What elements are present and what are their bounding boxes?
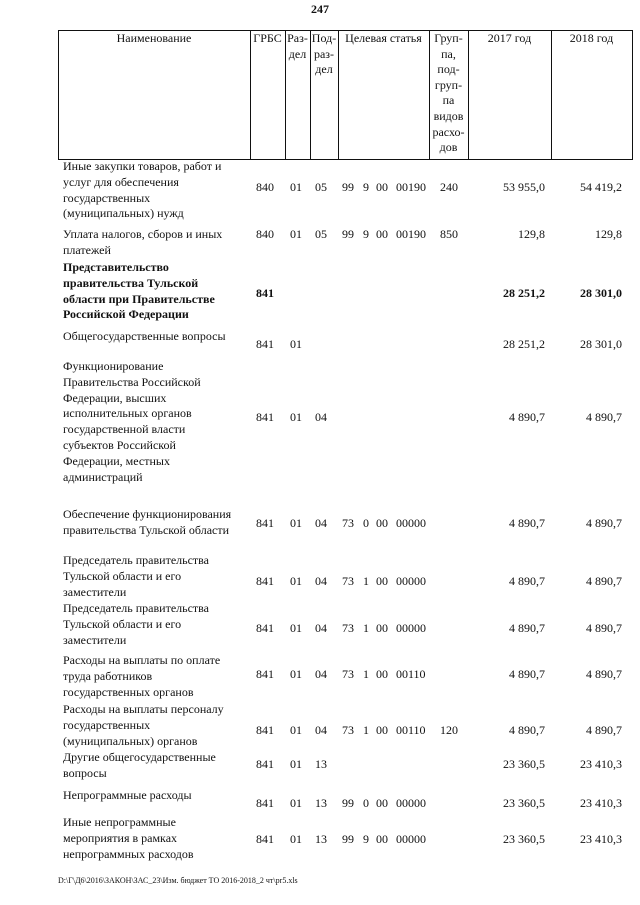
cell-podrazdel: 13 <box>315 796 327 810</box>
cell-2017: 28 251,2 <box>503 286 545 300</box>
row-name-line: непрограммных расходов <box>63 846 194 861</box>
cell-razdel: 01 <box>290 337 302 351</box>
row-name <box>63 653 246 700</box>
cell-2017: 4 890,7 <box>509 516 545 530</box>
cell-razdel: 01 <box>290 757 302 771</box>
cell-target-code: 00110 <box>396 723 426 737</box>
header-group-line: Груп- <box>434 31 463 45</box>
cell-grbs: 841 <box>256 516 274 530</box>
cell-2018: 23 410,3 <box>580 796 622 810</box>
cell-razdel: 01 <box>290 796 302 810</box>
row-name-line: Федерации, высших <box>63 390 167 405</box>
row-name-line: Обеспечение функционирования <box>63 507 232 521</box>
cell-target-subprogram: 9 <box>363 832 369 846</box>
cell-target-program: 73 <box>342 621 354 635</box>
cell-grbs: 841 <box>256 574 274 588</box>
row-name-line: Расходы на выплаты по оплате <box>63 653 221 667</box>
cell-target-subprogram: 1 <box>363 621 369 635</box>
cell-razdel: 01 <box>290 227 302 241</box>
header-target: Целевая статья <box>345 31 422 45</box>
header-podrazdel <box>310 31 338 78</box>
header-2017: 2017 год <box>487 31 532 45</box>
row-name <box>63 553 246 600</box>
cell-podrazdel: 04 <box>315 574 327 588</box>
cell-target-code: 00000 <box>396 516 426 530</box>
cell-group: 120 <box>440 723 458 737</box>
cell-2018: 23 410,3 <box>580 757 622 771</box>
header-podrazdel-line: раз- <box>313 46 335 61</box>
cell-target-code: 00190 <box>396 227 426 241</box>
header-group-line: видов <box>433 108 464 123</box>
cell-target-subprogram: 1 <box>363 574 369 588</box>
cell-target-direction: 00 <box>376 832 388 846</box>
row-name-line: государственных <box>63 190 151 205</box>
cell-target-direction: 00 <box>376 621 388 635</box>
row-name-line: Тульской области и его <box>63 568 182 583</box>
cell-target-subprogram: 1 <box>363 723 369 737</box>
table-header <box>58 30 633 160</box>
row-name-line: (муниципальных) органов <box>63 733 198 748</box>
header-razdel <box>285 31 310 62</box>
cell-2018: 23 410,3 <box>580 832 622 846</box>
row-name <box>63 507 246 539</box>
row-name-line: исполнительных органов <box>63 406 192 421</box>
cell-podrazdel: 04 <box>315 516 327 530</box>
header-grbs: ГРБС <box>253 31 282 45</box>
cell-2018: 4 890,7 <box>586 723 622 737</box>
row-name-line: субъектов Российской <box>63 437 176 452</box>
cell-podrazdel: 13 <box>315 832 327 846</box>
cell-razdel: 01 <box>290 832 302 846</box>
cell-grbs: 841 <box>256 796 274 810</box>
header-group-line: дов <box>439 140 458 155</box>
cell-target-direction: 00 <box>376 227 388 241</box>
row-name-line: Иные закупки товаров, работ и <box>63 159 222 173</box>
cell-target-code: 00000 <box>396 574 426 588</box>
cell-target-subprogram: 9 <box>363 227 369 241</box>
row-name-line: правительства Тульской области <box>63 522 230 537</box>
cell-podrazdel: 04 <box>315 410 327 424</box>
cell-2017: 4 890,7 <box>509 667 545 681</box>
cell-2018: 4 890,7 <box>586 574 622 588</box>
header-group-line: расхо- <box>432 124 465 139</box>
row-name <box>63 750 246 782</box>
cell-grbs: 841 <box>256 337 274 351</box>
cell-2018: 54 419,2 <box>580 180 622 194</box>
file-path-footer: D:\Г\Д6\2016\ЗАКОН\ЗАС_23\Изм. бюджет ТО 2016-2018_2 чт\pr5.xls <box>58 876 298 885</box>
row-name-line: заместители <box>63 584 127 599</box>
row-name <box>63 815 246 862</box>
cell-target-direction: 00 <box>376 574 388 588</box>
row-name-line: Председатель правительства <box>63 553 210 567</box>
cell-grbs: 841 <box>256 410 274 424</box>
row-name <box>63 260 246 323</box>
cell-podrazdel: 05 <box>315 227 327 241</box>
cell-2018: 4 890,7 <box>586 621 622 635</box>
row-name <box>63 159 246 222</box>
cell-razdel: 01 <box>290 621 302 635</box>
header-name: Наименование <box>116 31 192 45</box>
row-name-line: Общегосударственные вопросы <box>63 329 226 343</box>
header-group-line: под- <box>437 62 460 77</box>
cell-podrazdel: 04 <box>315 723 327 737</box>
row-name-line: Представительство <box>63 260 169 274</box>
row-name-line: заместители <box>63 632 127 647</box>
row-name-line: Иные непрограммные <box>63 815 176 829</box>
cell-2017: 23 360,5 <box>503 757 545 771</box>
row-name-line: государственных органов <box>63 684 194 699</box>
cell-target-direction: 00 <box>376 723 388 737</box>
cell-2017: 23 360,5 <box>503 796 545 810</box>
row-name-line: Уплата налогов, сборов и иных <box>63 227 223 241</box>
cell-grbs: 840 <box>256 180 274 194</box>
row-name-line: области при Правительстве <box>63 291 215 306</box>
cell-razdel: 01 <box>290 667 302 681</box>
cell-razdel: 01 <box>290 410 302 424</box>
header-group <box>429 31 468 156</box>
cell-grbs: 841 <box>256 757 274 771</box>
row-name-line: Непрограммные расходы <box>63 788 192 802</box>
cell-podrazdel: 05 <box>315 180 327 194</box>
cell-grbs: 841 <box>256 832 274 846</box>
cell-target-program: 99 <box>342 796 354 810</box>
row-name-line: Правительства Российской <box>63 374 201 389</box>
row-name-line: Тульской области и его <box>63 616 182 631</box>
cell-razdel: 01 <box>290 516 302 530</box>
cell-razdel: 01 <box>290 723 302 737</box>
header-2018: 2018 год <box>569 31 614 45</box>
cell-target-program: 73 <box>342 667 354 681</box>
row-name <box>63 227 246 259</box>
row-name-line: услуг для обеспечения <box>63 174 179 189</box>
cell-target-code: 00000 <box>396 621 426 635</box>
cell-grbs: 841 <box>256 621 274 635</box>
cell-target-program: 99 <box>342 832 354 846</box>
row-name-line: администраций <box>63 469 143 484</box>
row-name <box>63 359 246 485</box>
cell-2017: 28 251,2 <box>503 337 545 351</box>
row-name-line: Федерации, местных <box>63 453 170 468</box>
row-name-line: государственных <box>63 717 151 732</box>
row-name <box>63 329 246 345</box>
cell-target-subprogram: 1 <box>363 667 369 681</box>
row-name-line: Председатель правительства <box>63 601 210 615</box>
cell-2017: 4 890,7 <box>509 410 545 424</box>
cell-podrazdel: 13 <box>315 757 327 771</box>
cell-2017: 53 955,0 <box>503 180 545 194</box>
row-name-line: Расходы на выплаты персоналу <box>63 702 224 716</box>
cell-2018: 129,8 <box>595 227 622 241</box>
cell-2018: 4 890,7 <box>586 410 622 424</box>
row-name-line: Российской Федерации <box>63 307 189 322</box>
cell-group: 240 <box>440 180 458 194</box>
row-name-line: Другие общегосударственные <box>63 750 216 764</box>
cell-grbs: 841 <box>256 667 274 681</box>
row-name-line: платежей <box>63 242 111 257</box>
row-name-line: государственной власти <box>63 422 186 437</box>
cell-target-subprogram: 0 <box>363 796 369 810</box>
header-group-line: груп- <box>434 77 463 92</box>
cell-target-code: 00110 <box>396 667 426 681</box>
row-name-line: правительства Тульской <box>63 275 199 290</box>
cell-2017: 129,8 <box>518 227 545 241</box>
cell-target-direction: 00 <box>376 796 388 810</box>
cell-target-direction: 00 <box>376 516 388 530</box>
cell-target-code: 00000 <box>396 796 426 810</box>
cell-2018: 28 301,0 <box>580 286 622 300</box>
cell-2018: 28 301,0 <box>580 337 622 351</box>
cell-target-program: 99 <box>342 227 354 241</box>
page-number: 247 <box>311 2 329 16</box>
cell-target-program: 99 <box>342 180 354 194</box>
cell-target-program: 73 <box>342 574 354 588</box>
cell-target-program: 73 <box>342 516 354 530</box>
cell-target-subprogram: 9 <box>363 180 369 194</box>
header-group-line: па <box>442 93 455 108</box>
cell-2017: 4 890,7 <box>509 621 545 635</box>
row-name <box>63 702 246 749</box>
header-podrazdel-line: дел <box>315 62 333 77</box>
row-name-line: Функционирование <box>63 359 164 373</box>
row-name-line: труда работников <box>63 668 153 683</box>
cell-target-code: 00000 <box>396 832 426 846</box>
cell-target-subprogram: 0 <box>363 516 369 530</box>
cell-target-code: 00190 <box>396 180 426 194</box>
cell-grbs: 841 <box>256 723 274 737</box>
row-name <box>63 601 246 648</box>
row-name <box>63 788 246 804</box>
cell-grbs: 841 <box>256 286 274 300</box>
cell-2018: 4 890,7 <box>586 667 622 681</box>
cell-2017: 23 360,5 <box>503 832 545 846</box>
cell-2018: 4 890,7 <box>586 516 622 530</box>
row-name-line: мероприятия в рамках <box>63 830 178 845</box>
cell-razdel: 01 <box>290 180 302 194</box>
cell-podrazdel: 04 <box>315 667 327 681</box>
cell-2017: 4 890,7 <box>509 574 545 588</box>
cell-target-program: 73 <box>342 723 354 737</box>
row-name-line: вопросы <box>63 765 107 780</box>
header-podrazdel-line: Под- <box>311 31 337 45</box>
cell-group: 850 <box>440 227 458 241</box>
cell-grbs: 840 <box>256 227 274 241</box>
cell-target-direction: 00 <box>376 667 388 681</box>
header-razdel-line: дел <box>288 46 307 61</box>
header-razdel-line: Раз- <box>287 31 308 45</box>
cell-target-direction: 00 <box>376 180 388 194</box>
cell-razdel: 01 <box>290 574 302 588</box>
row-name-line: (муниципальных) нужд <box>63 206 184 221</box>
cell-2017: 4 890,7 <box>509 723 545 737</box>
header-group-line: па, <box>441 46 456 61</box>
cell-podrazdel: 04 <box>315 621 327 635</box>
